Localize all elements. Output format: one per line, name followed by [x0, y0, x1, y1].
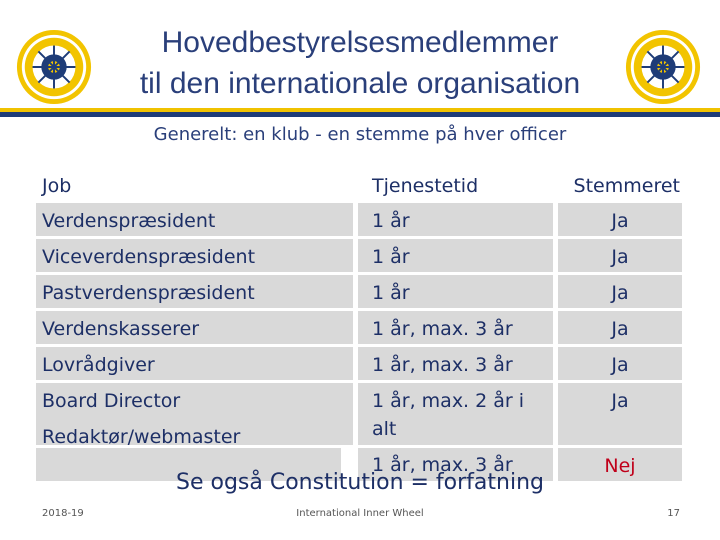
header-job: Job [42, 175, 72, 197]
table-cell-job: Pastverdenspræsident [42, 282, 255, 304]
blue-divider-band [0, 112, 720, 117]
inner-wheel-logo-icon [624, 28, 702, 106]
table-cell-vote: Ja [611, 390, 629, 412]
table-cell-vote: Ja [611, 318, 629, 340]
table-cell-service: 1 år [372, 282, 410, 304]
table-cell-job: Board Director [42, 390, 181, 412]
title-line-1: Hovedbestyrelsesmedlemmer [161, 26, 559, 59]
table-cell-vote: Nej [604, 455, 636, 477]
table-cell-service-cont: alt [372, 418, 397, 440]
table-cell-vote: Ja [611, 246, 629, 268]
table-cell-vote: Ja [611, 282, 629, 304]
footer-organization: International Inner Wheel [296, 508, 424, 519]
footer-date: 2018-19 [42, 508, 84, 519]
table-cell-job: Lovrådgiver [42, 354, 155, 376]
header-service: Tjenestetid [372, 175, 479, 197]
table-cell-service: 1 år, max. 3 år [372, 454, 513, 476]
table-cell-job: Viceverdenspræsident [42, 246, 256, 268]
table-cell-vote: Ja [611, 354, 629, 376]
constitution-note: Se også Constitution = forfatning [175, 470, 545, 495]
title-line-2: til den internationale organisation [139, 67, 581, 100]
table-cell-service: 1 år [372, 246, 410, 268]
inner-wheel-logo-icon [15, 28, 93, 106]
header-vote: Stemmeret [573, 175, 680, 197]
table-cell-service: 1 år, max. 2 år i [372, 390, 525, 412]
column-divider [553, 203, 558, 481]
table-cell-service: 1 år, max. 3 år [372, 318, 513, 340]
footer-page-number: 17 [667, 508, 680, 519]
table-cell-service: 1 år [372, 210, 410, 232]
table-cell-job: Verdenspræsident [42, 210, 216, 232]
table-cell-job: Redaktør/webmaster [42, 426, 241, 448]
table-cell-service: 1 år, max. 3 år [372, 354, 513, 376]
table-cell-vote: Ja [611, 210, 629, 232]
slide-subtitle: Generelt: en klub - en stemme på hver officer [153, 124, 567, 145]
slide-title [90, 22, 630, 104]
table-cell-job: Verdenskasserer [42, 318, 200, 340]
column-divider [353, 203, 358, 481]
